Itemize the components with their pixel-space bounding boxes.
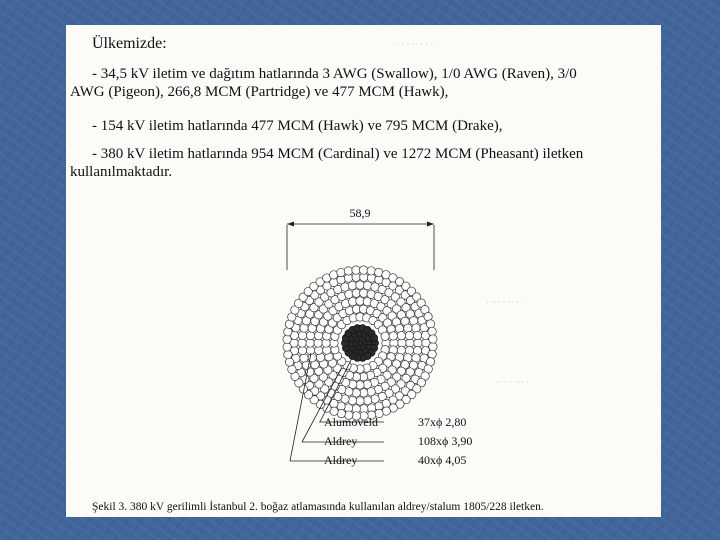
aluminium-strand [283, 343, 291, 351]
aluminium-strand [300, 354, 308, 362]
page-heading: Ülkemizde: [92, 35, 167, 52]
aluminium-strand [283, 335, 291, 343]
aluminium-strand [363, 281, 371, 289]
aluminium-strand [285, 358, 293, 366]
aluminium-strand [413, 331, 421, 339]
aluminium-strand [344, 267, 352, 275]
legend-spec: 40xϕ 4,05 [418, 453, 467, 467]
legend-material: Aldrey [324, 453, 358, 467]
aluminium-strand [352, 389, 360, 397]
dimension-arrow [427, 222, 434, 227]
diameter-label: 58,9 [349, 206, 371, 220]
aluminium-strand [414, 339, 422, 347]
scanned-page [66, 25, 661, 517]
aluminium-strand [360, 289, 368, 297]
legend-spec: 108xϕ 3,90 [418, 434, 473, 448]
conductor-cross-section-figure [66, 25, 661, 517]
bleed-through-text: ·· · · ··· · [496, 377, 529, 387]
aluminium-strand [348, 396, 356, 404]
aluminium-strand [381, 332, 389, 340]
aluminium-strand [412, 324, 420, 332]
legend-material: Aldrey [324, 434, 358, 448]
legend-material: Alumoveld [324, 415, 378, 429]
aluminium-strand [389, 332, 397, 340]
aluminium-strand [337, 268, 345, 276]
aluminium-strand [284, 328, 292, 336]
paragraph-line: - 380 kV iletim hatlarında 954 MCM (Cardinal) ve 1272 MCM (Pheasant) iletken [92, 146, 584, 162]
aluminium-strand [367, 267, 375, 275]
aluminium-strand [356, 281, 364, 289]
bleed-through-text: · · · ·· · · · [396, 39, 434, 49]
figure-caption: Şekil 3. 380 kV gerilimli İstanbul 2. boğaz atlamasında kullanılan aldrey/stalum 1805/228 iletken. [92, 501, 544, 513]
aluminium-strand [298, 346, 306, 354]
aluminium-strand [428, 350, 436, 358]
aluminium-strand [429, 342, 437, 350]
aluminium-strand [356, 397, 364, 405]
legend-spec: 37xϕ 2,80 [418, 415, 467, 429]
aluminium-strand [397, 332, 405, 340]
aluminium-strand [426, 320, 434, 328]
paragraph-line: AWG (Pigeon), 266,8 MCM (Partridge) ve 477 MCM (Hawk), [70, 84, 449, 100]
aluminium-strand [429, 335, 437, 343]
aluminium-strand [428, 327, 436, 335]
dimension-arrow [287, 222, 294, 227]
aluminium-strand [363, 396, 371, 404]
aluminium-strand [348, 281, 356, 289]
aluminium-strand [298, 331, 306, 339]
aluminium-strand [284, 350, 292, 358]
aluminium-strand [359, 266, 367, 274]
paragraph-line: - 34,5 kV iletim ve dağıtım hatlarında 3 AWG (Swallow), 1/0 AWG (Raven), 3/0 [92, 66, 577, 82]
conductor-strands [283, 266, 437, 420]
aluminium-strand [352, 266, 360, 274]
bleed-through-text: · ··· · ·· · · [486, 297, 525, 307]
paragraph-line: - 154 kV iletim hatlarında 477 MCM (Hawk) ve 795 MCM (Drake), [92, 118, 503, 134]
paragraph-line: kullanılmaktadır. [70, 164, 173, 180]
core-strand [370, 334, 377, 341]
aluminium-strand [298, 339, 306, 347]
aluminium-strand [413, 346, 421, 354]
aluminium-strand [405, 331, 413, 339]
